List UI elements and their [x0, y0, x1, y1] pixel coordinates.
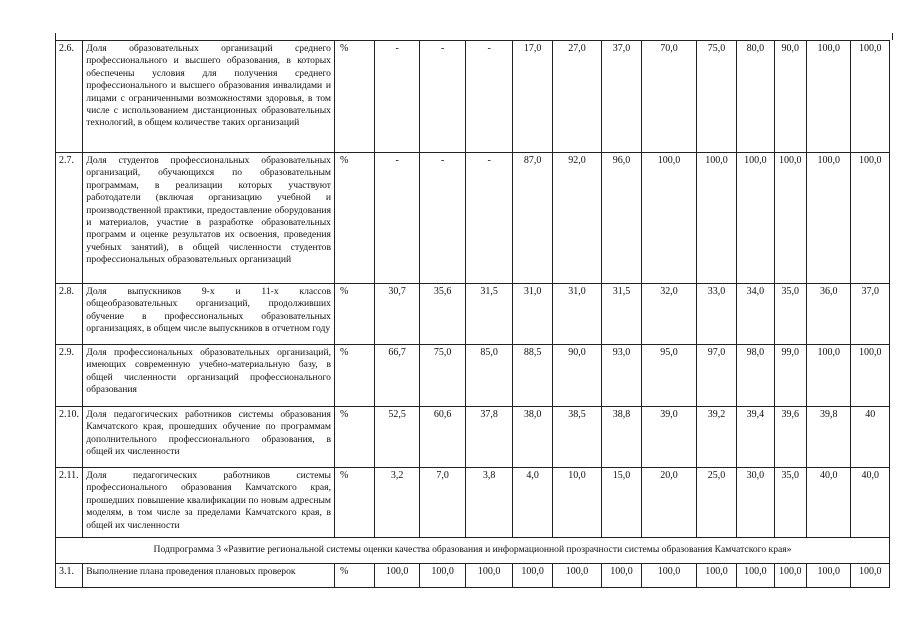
- value-cell: 52,5: [375, 407, 419, 468]
- value-cell: 100,0: [696, 564, 736, 588]
- value-cell: -: [466, 153, 513, 284]
- value-cell: 85,0: [466, 345, 513, 407]
- row-number: 2.8.: [56, 284, 83, 345]
- indicator-name: Доля педагогических работников системы образования Камчатского края, прошедших обучение по программам дополнительного профессионального образования, в общей их численности: [83, 407, 335, 468]
- value-cell: 10,0: [553, 468, 602, 538]
- value-cell: 100,0: [512, 564, 552, 588]
- row-number: 2.6.: [56, 41, 83, 153]
- value-cell: 97,0: [696, 345, 736, 407]
- row-number: 2.7.: [56, 153, 83, 284]
- unit-cell: %: [334, 564, 374, 588]
- value-cell: 40,0: [851, 468, 890, 538]
- table-row: [56, 468, 890, 538]
- indicator-name: Доля педагогических работников системы профессионального образования Камчатского края, прошедших повышение квалификации по новым адресным моделям, в том числе за пределами Камчатского края, в общей их численности: [83, 468, 335, 538]
- value-cell: 100,0: [851, 345, 890, 407]
- value-cell: 100,0: [806, 345, 850, 407]
- value-cell: 100,0: [696, 153, 736, 284]
- value-cell: 37,0: [851, 284, 890, 345]
- value-cell: 100,0: [851, 41, 890, 153]
- value-cell: 39,4: [737, 407, 774, 468]
- value-cell: 90,0: [553, 345, 602, 407]
- table-row: [56, 407, 890, 468]
- subprogram-row: [56, 538, 890, 564]
- indicator-name: Доля выпускников 9-х и 11-х классов общеобразовательных организаций, продолживших обучение в профессиональных образовательных организациях, в общем числе выпускников в отчетном году: [83, 284, 335, 345]
- subprogram-title: Подпрограмма 3 «Развитие региональной системы оценки качества образования и информационной прозрачности системы образования Камчатского края»: [56, 538, 890, 564]
- value-cell: 20,0: [642, 468, 697, 538]
- value-cell: 88,5: [512, 345, 552, 407]
- value-cell: -: [466, 41, 513, 153]
- indicator-name: Доля студентов профессиональных образовательных организаций, обучающихся по образовательным программам, в реализации которых участвуют работодатели (включая организацию учебной и производственной практики, предоставление оборудования и материалов, участие в разработке образовательных программ и оценке результатов их освоения, проведения учебных занятий), в общей численности студентов профессиональных образовательных организаций: [83, 153, 335, 284]
- unit-cell: %: [334, 41, 374, 153]
- value-cell: 92,0: [553, 153, 602, 284]
- value-cell: 100,0: [806, 564, 850, 588]
- value-cell: 93,0: [601, 345, 641, 407]
- value-cell: 100,0: [737, 153, 774, 284]
- value-cell: 37,0: [601, 41, 641, 153]
- indicator-name: Доля профессиональных образовательных организаций, имеющих современную учебно-материальную базу, в общей численности организаций профессионального образования: [83, 345, 335, 407]
- value-cell: 36,0: [806, 284, 850, 345]
- value-cell: 34,0: [737, 284, 774, 345]
- value-cell: -: [375, 41, 419, 153]
- table-body: [56, 41, 890, 588]
- value-cell: 39,0: [642, 407, 697, 468]
- value-cell: 39,2: [696, 407, 736, 468]
- value-cell: 38,8: [601, 407, 641, 468]
- table-row: [56, 153, 890, 284]
- value-cell: 3,8: [466, 468, 513, 538]
- value-cell: 35,0: [774, 468, 806, 538]
- value-cell: 100,0: [375, 564, 419, 588]
- value-cell: 39,8: [806, 407, 850, 468]
- value-cell: 37,8: [466, 407, 513, 468]
- table-row: [56, 564, 890, 588]
- value-cell: 100,0: [737, 564, 774, 588]
- value-cell: 90,0: [774, 41, 806, 153]
- value-cell: 31,0: [512, 284, 552, 345]
- value-cell: 100,0: [774, 153, 806, 284]
- value-cell: 3,2: [375, 468, 419, 538]
- indicator-name: Выполнение плана проведения плановых проверок: [83, 564, 335, 588]
- value-cell: 25,0: [696, 468, 736, 538]
- value-cell: 96,0: [601, 153, 641, 284]
- unit-cell: %: [334, 345, 374, 407]
- unit-cell: %: [334, 284, 374, 345]
- value-cell: 100,0: [774, 564, 806, 588]
- value-cell: 66,7: [375, 345, 419, 407]
- value-cell: 100,0: [553, 564, 602, 588]
- value-cell: 87,0: [512, 153, 552, 284]
- value-cell: 35,6: [419, 284, 466, 345]
- value-cell: -: [375, 153, 419, 284]
- value-cell: 17,0: [512, 41, 552, 153]
- value-cell: 80,0: [737, 41, 774, 153]
- value-cell: 31,5: [466, 284, 513, 345]
- table-row: [56, 41, 890, 153]
- indicators-table: [55, 40, 890, 588]
- value-cell: 38,5: [553, 407, 602, 468]
- value-cell: 33,0: [696, 284, 736, 345]
- value-cell: 100,0: [601, 564, 641, 588]
- value-cell: 7,0: [419, 468, 466, 538]
- value-cell: 70,0: [642, 41, 697, 153]
- table-continuation-edge: [55, 33, 893, 40]
- value-cell: 99,0: [774, 345, 806, 407]
- value-cell: 95,0: [642, 345, 697, 407]
- row-number: 2.9.: [56, 345, 83, 407]
- value-cell: 100,0: [419, 564, 466, 588]
- value-cell: 27,0: [553, 41, 602, 153]
- value-cell: 31,5: [601, 284, 641, 345]
- value-cell: 98,0: [737, 345, 774, 407]
- value-cell: 40: [851, 407, 890, 468]
- unit-cell: %: [334, 153, 374, 284]
- value-cell: -: [419, 153, 466, 284]
- value-cell: 100,0: [851, 564, 890, 588]
- value-cell: 32,0: [642, 284, 697, 345]
- row-number: 2.10.: [56, 407, 83, 468]
- value-cell: 100,0: [851, 153, 890, 284]
- value-cell: 100,0: [806, 153, 850, 284]
- value-cell: 75,0: [419, 345, 466, 407]
- value-cell: 100,0: [466, 564, 513, 588]
- value-cell: 39,6: [774, 407, 806, 468]
- value-cell: -: [419, 41, 466, 153]
- indicator-name: Доля образовательных организаций среднего профессионального и высшего образования, в которых обеспечены условия для получения среднего профессионального и высшего образования инвалидами и лицами с ограниченными возможностями здоровья, в том числе с использованием дистанционных образовательных технологий, в общем количестве таких организаций: [83, 41, 335, 153]
- value-cell: 100,0: [642, 564, 697, 588]
- value-cell: 100,0: [642, 153, 697, 284]
- value-cell: 40,0: [806, 468, 850, 538]
- value-cell: 31,0: [553, 284, 602, 345]
- value-cell: 60,6: [419, 407, 466, 468]
- value-cell: 75,0: [696, 41, 736, 153]
- unit-cell: %: [334, 468, 374, 538]
- value-cell: 30,0: [737, 468, 774, 538]
- value-cell: 35,0: [774, 284, 806, 345]
- value-cell: 15,0: [601, 468, 641, 538]
- unit-cell: %: [334, 407, 374, 468]
- value-cell: 30,7: [375, 284, 419, 345]
- value-cell: 4,0: [512, 468, 552, 538]
- row-number: 2.11.: [56, 468, 83, 538]
- value-cell: 38,0: [512, 407, 552, 468]
- value-cell: 100,0: [806, 41, 850, 153]
- row-number: 3.1.: [56, 564, 83, 588]
- table-row: [56, 284, 890, 345]
- table-row: [56, 345, 890, 407]
